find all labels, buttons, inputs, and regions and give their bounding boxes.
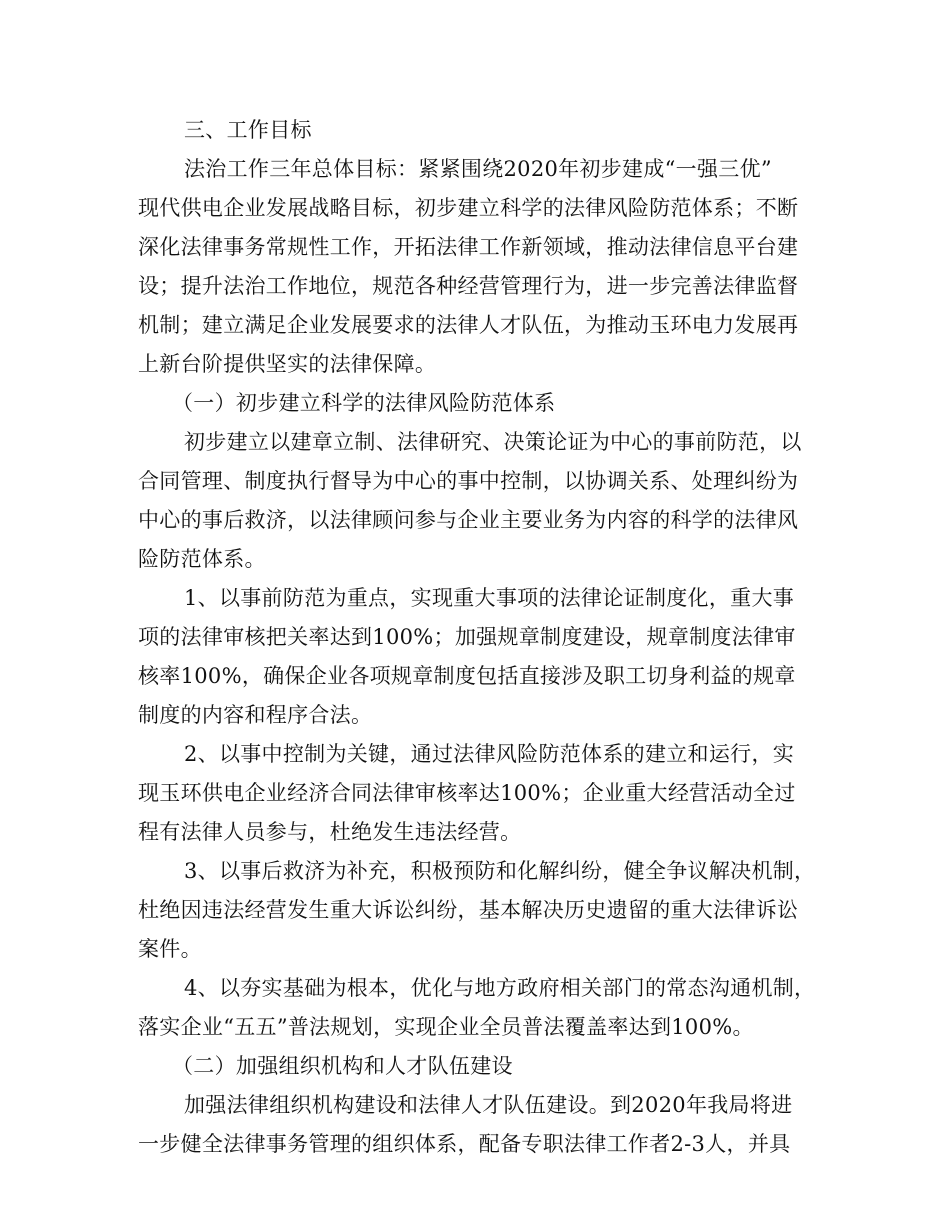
text-line: 现代供电企业发展战略目标，初步建立科学的法律风险防范体系；不断 [138,196,799,220]
text-line: 设；提升法治工作地位，规范各种经营管理行为，进一步完善法律监督 [138,274,799,298]
text-line: 法治工作三年总体目标：紧紧围绕2020年初步建成“一强三优” [184,157,772,181]
subsection-heading: （二）加强组织机构和人才队伍建设 [172,1054,513,1078]
text-line: 深化法律事务常规性工作，开拓法律工作新领域，推动法律信息平台建 [138,235,799,259]
text-line: 中心的事后救济，以法律顾问参与企业主要业务为内容的科学的法律风 [138,508,799,532]
text-line: 4、以夯实基础为根本，优化与地方政府相关部门的常态沟通机制， [184,976,816,1000]
text-line: 一步健全法律事务管理的组织体系，配备专职法律工作者2-3人，并具 [138,1132,791,1156]
text-line: 加强法律组织机构建设和法律人才队伍建设。到2020年我局将进 [184,1093,793,1117]
text-line: 案件。 [138,937,202,961]
text-line: 程有法律人员参与，杜绝发生违法经营。 [138,820,522,844]
section-heading: 三、工作目标 [184,118,312,142]
text-line: 上新台阶提供坚实的法律保障。 [138,352,437,376]
text-line: 杜绝因违法经营发生重大诉讼纠纷，基本解决历史遗留的重大法律诉讼 [138,898,799,922]
subsection-heading: （一）初步建立科学的法律风险防范体系 [172,391,556,415]
text-line: 机制；建立满足企业发展要求的法律人才队伍，为推动玉环电力发展再 [138,313,799,337]
text-line: 合同管理、制度执行督导为中心的事中控制，以协调关系、处理纠纷为 [138,469,799,493]
text-line: 核率100%，确保企业各项规章制度包括直接涉及职工切身利益的规章 [138,664,796,688]
text-line: 2、以事中控制为关键，通过法律风险防范体系的建立和运行，实 [184,742,795,766]
text-line: 初步建立以建章立制、法律研究、决策论证为中心的事前防范，以 [184,430,802,454]
text-line: 3、以事后救济为补充，积极预防和化解纠纷，健全争议解决机制， [184,859,816,883]
text-line: 落实企业“五五”普法规划，实现企业全员普法覆盖率达到100%。 [138,1015,754,1039]
text-line: 1、以事前防范为重点，实现重大事项的法律论证制度化，重大事 [184,586,795,610]
text-line: 制度的内容和程序合法。 [138,703,373,727]
text-line: 现玉环供电企业经济合同法律审核率达100%；企业重大经营活动全过 [138,781,796,805]
text-line: 险防范体系。 [138,547,266,571]
text-line: 项的法律审核把关率达到100%；加强规章制度建设，规章制度法律审 [138,625,796,649]
